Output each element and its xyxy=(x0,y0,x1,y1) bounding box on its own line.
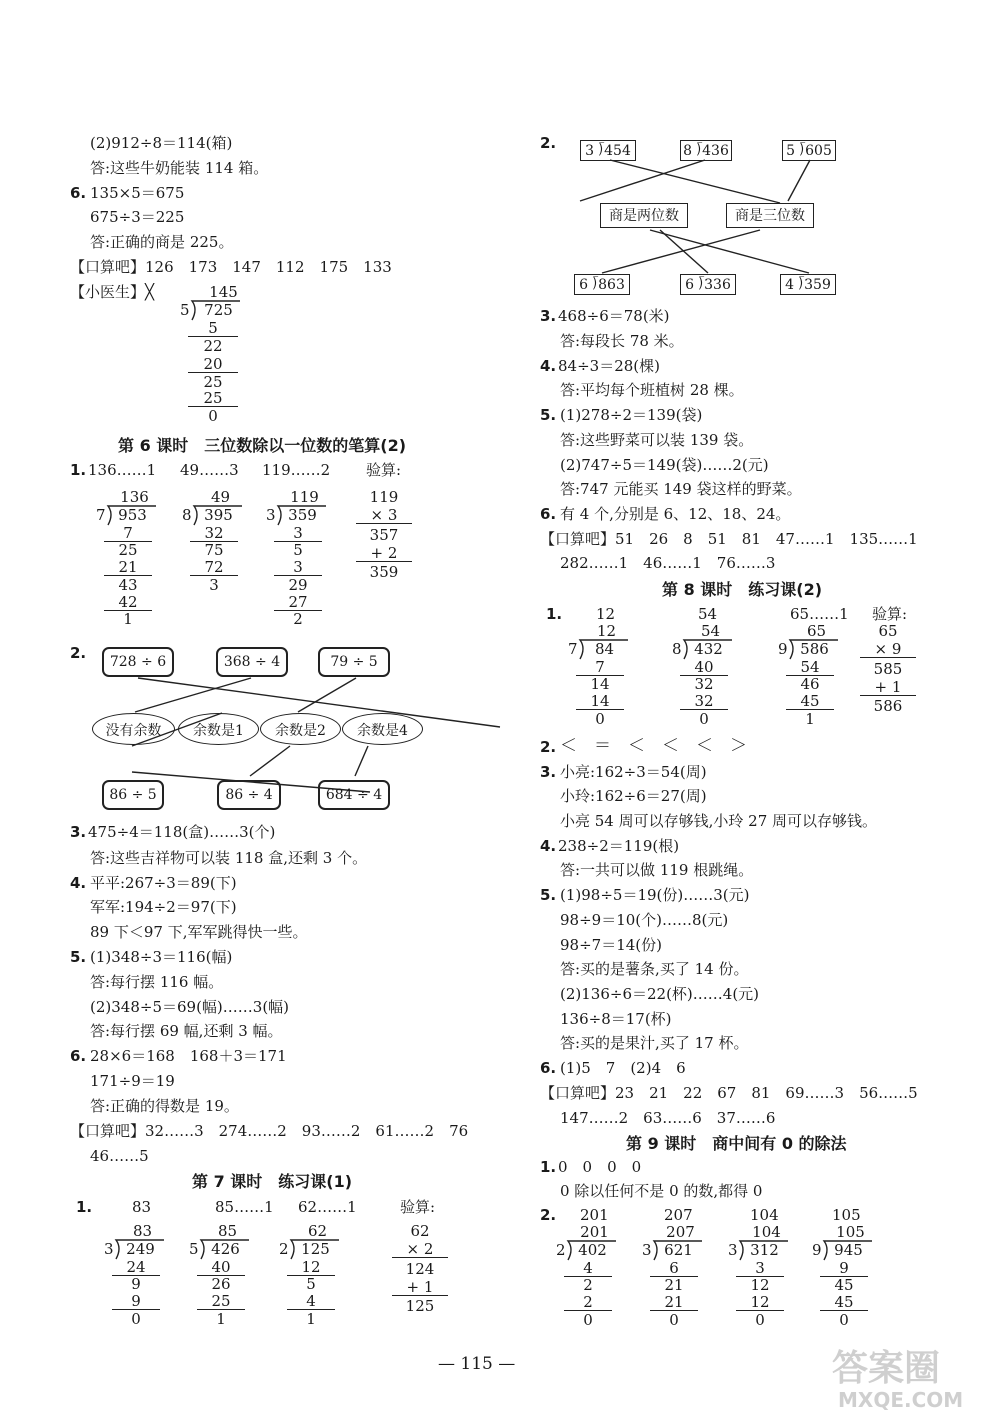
section-title: 第 9 课时 商中间有 0 的除法 xyxy=(626,1134,847,1153)
answer-line: 答:每段长 78 米。 xyxy=(560,332,684,350)
text-line: 0 0 0 0 xyxy=(558,1158,642,1176)
oral-calc-line: 46……5 xyxy=(90,1147,149,1165)
step: 21 xyxy=(650,1295,698,1311)
quotient: 136 xyxy=(120,488,149,506)
divisor: 7 xyxy=(568,640,578,658)
step: 25 xyxy=(203,373,223,391)
question-number: 3. xyxy=(540,763,557,781)
answer-line: 答:这些野菜可以装 139 袋。 xyxy=(560,431,754,449)
divisor: 3 xyxy=(104,1240,114,1258)
check-step: × 2 xyxy=(392,1242,448,1258)
divisor: 8 xyxy=(672,640,682,658)
category-oval: 没有余数 xyxy=(92,713,175,745)
category-oval: 余数是4 xyxy=(342,713,423,745)
question-number: 5. xyxy=(540,406,557,424)
step: 1 xyxy=(306,1310,316,1328)
dividend: 953 xyxy=(118,506,147,524)
answer: 104 xyxy=(750,1206,779,1224)
category-box: 商是三位数 xyxy=(726,203,814,228)
dividend: 426 xyxy=(211,1240,240,1258)
check-step: + 1 xyxy=(860,680,916,696)
expression-box: 368 ÷ 4 xyxy=(216,647,288,677)
category-oval: 余数是1 xyxy=(178,713,259,745)
text-line: 475÷4＝118(盒)……3(个) xyxy=(88,823,276,841)
check-label: 验算: xyxy=(872,605,908,623)
text-line: (1)98÷5＝19(份)……3(元) xyxy=(560,886,750,904)
text-line: 84÷3＝28(棵) xyxy=(558,357,660,375)
step: 3 xyxy=(274,560,322,576)
question-number: 5. xyxy=(70,948,87,966)
section-title: 第 8 课时 练习课(2) xyxy=(662,580,823,599)
watermark-url: MXQE.COM xyxy=(838,1388,964,1412)
oral-calc-line: 【口算吧】51 26 8 51 81 47……1 135……1 xyxy=(540,530,918,548)
step: 12 xyxy=(736,1295,784,1311)
quotient: 201 xyxy=(580,1223,609,1241)
section-title: 第 7 课时 练习课(1) xyxy=(192,1172,353,1191)
check-step: 359 xyxy=(369,563,399,581)
question-number: 4. xyxy=(540,357,557,375)
watermark-logo: 答案圈 xyxy=(832,1348,941,1389)
step: 54 xyxy=(786,660,834,676)
question-number: 6. xyxy=(70,184,87,202)
divisor: 2 xyxy=(556,1241,566,1259)
step: 27 xyxy=(274,595,322,611)
step: 5 xyxy=(293,541,303,559)
check-step: + 1 xyxy=(392,1280,448,1296)
text-line: 171÷9＝19 xyxy=(90,1072,175,1090)
divisor: 8 xyxy=(182,506,192,524)
question-number: 6. xyxy=(540,1059,557,1077)
answer: 105 xyxy=(832,1206,861,1224)
answer: 83 xyxy=(132,1198,152,1216)
step: 75 xyxy=(204,541,224,559)
oral-calc-line: 【口算吧】32……3 274……2 93……2 61……2 76 xyxy=(70,1122,469,1140)
long-division xyxy=(552,1225,622,1335)
division-box: 6 ⟌336 xyxy=(680,274,736,295)
answer-line: 答:一共可以做 119 根跳绳。 xyxy=(560,861,754,879)
step: 72 xyxy=(190,560,238,576)
expression-box: 86 ÷ 4 xyxy=(217,780,281,810)
text-line: 89 下＜97 下,军军跳得快一些。 xyxy=(90,923,308,941)
category-box: 商是两位数 xyxy=(600,203,688,228)
dividend: 725 xyxy=(204,301,233,319)
step: 3 xyxy=(209,576,219,594)
question-number: 1. xyxy=(76,1198,93,1216)
answer: 136……1 xyxy=(88,461,157,479)
step: 4 xyxy=(287,1294,335,1310)
expression-box: 79 ÷ 5 xyxy=(318,647,390,677)
step: 0 xyxy=(669,1311,679,1329)
question-number: 2. xyxy=(540,1206,557,1224)
check-step: 119 xyxy=(369,488,399,506)
question-number: 6. xyxy=(540,505,557,523)
text-line: 238÷2＝119(根) xyxy=(558,837,680,855)
answer: 201 xyxy=(580,1206,609,1224)
step: 46 xyxy=(800,675,820,693)
step: 3 xyxy=(274,526,322,542)
answer-line: 答:每行摆 69 幅,还剩 3 幅。 xyxy=(90,1022,283,1040)
divisor: 3 xyxy=(728,1241,738,1259)
step: 0 xyxy=(755,1311,765,1329)
text-line: 小玲:162÷6＝27(周) xyxy=(560,787,707,805)
quotient: 83 xyxy=(132,1222,153,1240)
dividend: 249 xyxy=(126,1240,155,1258)
step: 32 xyxy=(190,526,238,542)
step: 40 xyxy=(197,1260,245,1276)
quotient: 12 xyxy=(596,622,617,640)
division-box: 5 ⟌605 xyxy=(782,140,836,161)
long-division xyxy=(564,624,634,734)
answer: 54 xyxy=(698,605,718,623)
question-number: 4. xyxy=(70,874,87,892)
text-line: (2)348÷5＝69(幅)……3(幅) xyxy=(90,998,290,1016)
dividend: 395 xyxy=(204,506,233,524)
text-line: 小亮:162÷3＝54(周) xyxy=(560,763,707,781)
long-division xyxy=(724,1225,794,1335)
check-step: × 3 xyxy=(356,508,412,524)
dividend: 586 xyxy=(800,640,829,658)
answer-line: 答:747 元能买 149 袋这样的野菜。 xyxy=(560,480,802,498)
text-line: 98÷9＝10(个)……8(元) xyxy=(560,911,729,929)
text-line: 0 除以任何不是 0 的数,都得 0 xyxy=(560,1182,763,1200)
step: 45 xyxy=(820,1295,868,1311)
step: 7 xyxy=(576,660,624,676)
answer-line: 答:这些吉祥物可以装 118 盒,还剩 3 个。 xyxy=(90,849,368,867)
check-step: × 9 xyxy=(860,642,916,658)
step: 0 xyxy=(208,407,218,425)
step: 25 xyxy=(188,391,238,407)
step: 2 xyxy=(564,1295,612,1311)
divisor: 9 xyxy=(812,1241,822,1259)
quotient: 85 xyxy=(217,1222,238,1240)
text-line: 135×5＝675 xyxy=(90,184,185,202)
check-label: 验算: xyxy=(400,1198,436,1216)
answer-line: 答:平均每个班植树 28 棵。 xyxy=(560,381,744,399)
check-step: 357 xyxy=(369,526,399,544)
divisor: 2 xyxy=(279,1240,289,1258)
expression-box: 728 ÷ 6 xyxy=(102,647,174,677)
answer: 49……3 xyxy=(180,461,239,479)
oral-calc-line: 【口算吧】23 21 22 67 81 69……3 56……5 xyxy=(540,1084,918,1102)
check-step: 65 xyxy=(878,622,898,640)
step: 14 xyxy=(576,694,624,710)
step: 9 xyxy=(112,1294,160,1310)
divisor: 5 xyxy=(189,1240,199,1258)
text-line: (2)136÷6＝22(杯)……4(元) xyxy=(560,985,760,1003)
division-box: 6 ⟌863 xyxy=(574,274,630,295)
oral-calc-line: 282……1 46……1 76……3 xyxy=(560,554,776,572)
question-number: 3. xyxy=(540,307,557,325)
answer: 207 xyxy=(664,1206,693,1224)
division-box: 3 ⟌454 xyxy=(580,140,636,161)
step: 0 xyxy=(131,1310,141,1328)
quotient: 65 xyxy=(806,622,827,640)
step: 5 xyxy=(188,321,238,337)
divisor: 7 xyxy=(96,506,106,524)
check-step: + 2 xyxy=(356,546,412,562)
step: 45 xyxy=(786,694,834,710)
dividend: 359 xyxy=(288,506,317,524)
answer-line: 答:正确的商是 225。 xyxy=(90,233,234,251)
step: 32 xyxy=(694,675,714,693)
step: 25 xyxy=(118,541,138,559)
step: 12 xyxy=(750,1276,770,1294)
answer-line: 答:买的是薯条,买了 14 份。 xyxy=(560,960,749,978)
section-title: 第 6 课时 三位数除以一位数的笔算(2) xyxy=(118,436,407,455)
step: 21 xyxy=(664,1276,684,1294)
comparison-answers: ＜ ＝ ＜ ＜ ＜ ＞ xyxy=(560,736,747,756)
step: 42 xyxy=(104,595,152,611)
long-division xyxy=(774,624,844,734)
expression-box: 684 ÷ 4 xyxy=(318,780,390,810)
step: 40 xyxy=(680,660,728,676)
step: 7 xyxy=(104,526,152,542)
step: 14 xyxy=(590,675,610,693)
check-label: 验算: xyxy=(366,461,402,479)
text-line: 468÷6＝78(米) xyxy=(558,307,670,325)
step: 6 xyxy=(650,1261,698,1277)
page-number: — 115 — xyxy=(438,1354,516,1374)
dividend: 84 xyxy=(594,640,615,658)
text-line: 136÷8＝17(杯) xyxy=(560,1010,672,1028)
text-line: 小亮 54 周可以存够钱,小玲 27 周可以存够钱。 xyxy=(560,812,878,830)
answer-line: 答:买的是果汁,买了 17 杯。 xyxy=(560,1034,749,1052)
division-box: 8 ⟌436 xyxy=(680,140,732,161)
dividend: 312 xyxy=(750,1241,779,1259)
dividend: 945 xyxy=(834,1241,863,1259)
step: 20 xyxy=(188,357,238,373)
oral-calc-line: 【口算吧】126 173 147 112 175 133 xyxy=(70,258,392,276)
check-step: 124 xyxy=(405,1260,435,1278)
text-line: 98÷7＝14(份) xyxy=(560,936,662,954)
long-division xyxy=(668,624,738,734)
check-calculation xyxy=(860,624,920,724)
step: 9 xyxy=(820,1261,868,1277)
division-box: 4 ⟌359 xyxy=(780,274,836,295)
quotient: 49 xyxy=(210,488,231,506)
text-line: 平平:267÷3＝89(下) xyxy=(90,874,237,892)
check-step: 585 xyxy=(873,660,903,678)
step: 29 xyxy=(288,576,308,594)
answer: 62……1 xyxy=(298,1198,357,1216)
question-number: 6. xyxy=(70,1047,87,1065)
question-number: 2. xyxy=(70,644,87,662)
answer-line: 答:这些牛奶能装 114 箱。 xyxy=(90,159,269,177)
step: 0 xyxy=(595,710,605,728)
step: 2 xyxy=(583,1276,593,1294)
step: 43 xyxy=(118,576,138,594)
text-line: 军军:194÷2＝97(下) xyxy=(90,898,237,916)
step: 22 xyxy=(203,337,223,355)
step: 21 xyxy=(104,560,152,576)
check-step: 125 xyxy=(405,1297,435,1315)
question-number: 4. xyxy=(540,837,557,855)
text-line: (1)348÷3＝116(幅) xyxy=(90,948,233,966)
long-division xyxy=(808,1225,878,1335)
step: 12 xyxy=(287,1260,335,1276)
quotient: 105 xyxy=(836,1223,865,1241)
answer: 12 xyxy=(596,605,616,623)
quotient: 207 xyxy=(666,1223,695,1241)
step: 24 xyxy=(112,1260,160,1276)
answer-line: 答:每行摆 116 幅。 xyxy=(90,973,224,991)
question-number: 2. xyxy=(540,738,557,756)
step: 2 xyxy=(293,610,303,628)
check-step: 62 xyxy=(410,1222,430,1240)
step: 1 xyxy=(805,710,815,728)
question-number: 3. xyxy=(70,823,87,841)
long-division xyxy=(638,1225,708,1335)
question-number: 1. xyxy=(546,605,563,623)
divisor: 5 xyxy=(180,301,190,319)
step: 9 xyxy=(131,1275,141,1293)
question-number: 1. xyxy=(70,461,87,479)
dividend: 125 xyxy=(301,1240,330,1258)
step: 1 xyxy=(216,1310,226,1328)
dividend: 621 xyxy=(664,1241,693,1259)
text-line: (2)747÷5＝149(袋)……2(元) xyxy=(560,456,769,474)
quotient: 145 xyxy=(209,283,238,301)
doctor-label: 【小医生】╳ xyxy=(70,283,155,301)
text-line: 28×6＝168 168＋3＝171 xyxy=(90,1047,287,1065)
question-number: 2. xyxy=(540,134,557,152)
step: 0 xyxy=(699,710,709,728)
step: 0 xyxy=(583,1311,593,1329)
step: 32 xyxy=(680,694,728,710)
step: 4 xyxy=(564,1261,612,1277)
quotient: 54 xyxy=(700,622,721,640)
oral-calc-line: 147……2 63……6 37……6 xyxy=(560,1109,776,1127)
text-line: (1)5 7 (2)4 6 xyxy=(560,1059,686,1077)
step: 3 xyxy=(736,1261,784,1277)
quotient: 104 xyxy=(752,1223,781,1241)
category-oval: 余数是2 xyxy=(260,713,341,745)
text-line: (1)278÷2＝139(袋) xyxy=(560,406,703,424)
text-line: 有 4 个,分别是 6、12、18、24。 xyxy=(560,505,791,523)
answer-line: 答:正确的得数是 19。 xyxy=(90,1097,239,1115)
text-line: (2)912÷8＝114(箱) xyxy=(90,134,233,152)
dividend: 402 xyxy=(578,1241,607,1259)
question-number: 5. xyxy=(540,886,557,904)
answer: 65……1 xyxy=(790,605,849,623)
answer: 85……1 xyxy=(215,1198,274,1216)
expression-box: 86 ÷ 5 xyxy=(102,780,164,810)
check-step: 586 xyxy=(873,697,903,715)
quotient: 119 xyxy=(290,488,319,506)
step: 25 xyxy=(197,1294,245,1310)
step: 26 xyxy=(211,1275,231,1293)
question-number: 1. xyxy=(540,1158,557,1176)
step: 0 xyxy=(839,1311,849,1329)
divisor: 9 xyxy=(778,640,788,658)
step: 1 xyxy=(123,610,133,628)
step: 45 xyxy=(834,1276,854,1294)
dividend: 432 xyxy=(694,640,723,658)
text-line: 675÷3＝225 xyxy=(90,208,185,226)
divisor: 3 xyxy=(642,1241,652,1259)
divisor: 3 xyxy=(266,506,276,524)
answer: 119……2 xyxy=(262,461,331,479)
quotient: 62 xyxy=(307,1222,328,1240)
step: 5 xyxy=(306,1275,316,1293)
